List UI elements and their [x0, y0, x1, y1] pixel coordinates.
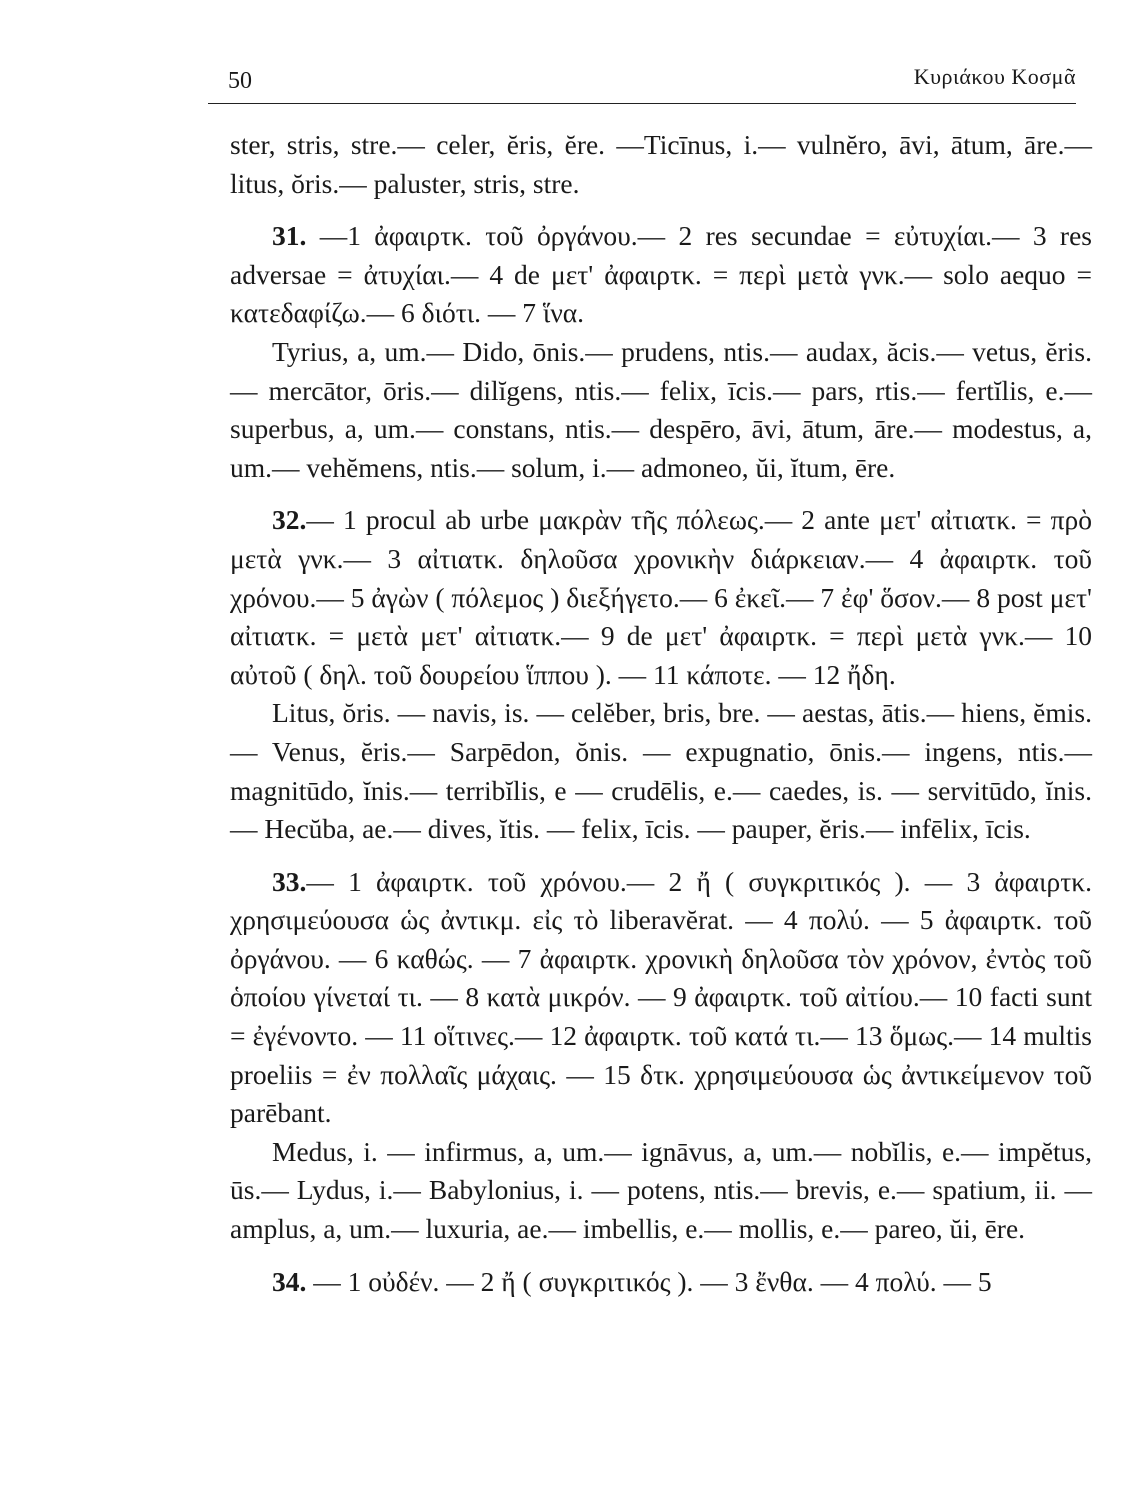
section-32	[230, 501, 1092, 694]
paragraph-text: ster, stris, stre.— celer, ĕris, ĕre. —Ticīnus, i.— vulnĕro, āvi, ātum, āre.— litus, ŏris.— paluster, stris, stre.	[230, 129, 1092, 199]
section-number: 32.	[272, 504, 307, 536]
header-rule	[208, 103, 1076, 104]
section-text: — 1 οὐδέν. — 2 ἤ ( συγκριτικός ). — 3 ἔνθα. — 4 πολύ. — 5	[306, 1265, 992, 1297]
section-31-vocabulary	[230, 333, 1092, 487]
running-head: Κυριάκου Κοσμᾶ	[913, 64, 1076, 89]
section-number: 34.	[272, 1265, 307, 1297]
paragraph-intro	[230, 126, 1092, 203]
section-text: — 1 ἀφαιρτκ. τοῦ χρόνου.— 2 ἤ ( συγκριτικός ). — 3 ἀφαιρτκ. χρησιμεύουσα ὡς ἀντικμ. εἰς τὸ liberavĕrat. — 4 πολύ. — 5 ἀφαιρτκ. τοῦ ὀργάνου. — 6 καθώς. — 7 ἀφαιρτκ. χρονικὴ δηλοῦσα τὸν χρόνον, ἐντὸς τοῦ ὁποίου γίνεταί τι. — 8 κατὰ μικρόν. — 9 ἀφαιρτκ. τοῦ αἰτίου.— 10 facti sunt = ἐγένοντο. — 11 οἵτινες.— 12 ἀφαιρτκ. τοῦ κατά τι.— 13 ὅμως.— 14 multis proeliis = ἐν πολλαῖς μάχαις. — 15 δτκ. χρησιμεύουσα ὡς ἀντικείμενον τοῦ parēbant.	[230, 865, 1092, 1129]
section-number: 33.	[272, 865, 307, 897]
section-33	[230, 863, 1092, 1133]
vocabulary-text: Medus, i. — infirmus, a, um.— ignāvus, a, um.— nobĭlis, e.— impĕtus, ūs.— Lydus, i.— Babylonius, i. — potens, ntis.— brevis, e.— spatium, ii. — amplus, a, um.— luxuria, ae.— imbellis, e.— mollis, e.— pareo, ŭi, ēre.	[230, 1135, 1092, 1245]
section-number: 31.	[272, 220, 307, 252]
page-header	[208, 60, 1076, 100]
section-33-vocabulary	[230, 1133, 1092, 1249]
section-34	[230, 1263, 1092, 1302]
section-text: —1 ἀφαιρτκ. τοῦ ὀργάνου.— 2 res secundae = εὐτυχίαι.— 3 res adversae = ἀτυχίαι.— 4 de μετ' ἀφαιρτκ. = περὶ μετὰ γνκ.— solo aequo = κατεδαφίζω.— 6 διότι. — 7 ἵνα.	[230, 220, 1092, 329]
section-32-vocabulary	[230, 694, 1092, 848]
vocabulary-text: Tyrius, a, um.— Dido, ōnis.— prudens, ntis.— audax, ăcis.— vetus, ĕris.— mercātor, ōris.— dilĭgens, ntis.— felix, īcis.— pars, rtis.— fertĭlis, e.— superbus, a, um.— constans, ntis.— despēro, āvi, ātum, āre.— modestus, a, um.— vehĕmens, ntis.— solum, i.— admoneo, ŭi, ĭtum, ēre.	[230, 335, 1092, 483]
page-body	[230, 126, 1092, 1301]
section-31	[230, 217, 1092, 333]
vocabulary-text: Litus, ŏris. — navis, is. — celĕber, bris, bre. — aestas, ātis.— hiens, ĕmis. — Venus, ĕris.— Sarpēdon, ŏnis. — expugnatio, ōnis.— ingens, ntis.— magnitūdo, ĭnis.— terribĭlis, e — crudēlis, e.— caedes, is. — servitūdo, ĭnis.— Hecŭba, ae.— dives, ĭtis. — felix, īcis. — pauper, ĕris.— infēlix, īcis.	[230, 697, 1092, 845]
section-text: — 1 procul ab urbe μακρὰν τῆς πόλεως.— 2 ante μετ' αἰτιατκ. = πρὸ μετὰ γνκ.— 3 αἰτιατκ. δηλοῦσα χρονικὴν διάρκειαν.— 4 ἀφαιρτκ. τοῦ χρόνου.— 5 ἀγὼν ( πόλεμος ) διεξήγετο.— 6 ἐκεῖ.— 7 ἐφ' ὅσον.— 8 post μετ' αἰτιατκ. = μετὰ μετ' αἰτιατκ.— 9 de μετ' ἀφαιρτκ. = περὶ μετὰ γνκ.— 10 αὐτοῦ ( δηλ. τοῦ δουρείου ἵππου ). — 11 κάποτε. — 12 ἤδη.	[230, 504, 1092, 690]
page-number: 50	[228, 68, 252, 94]
